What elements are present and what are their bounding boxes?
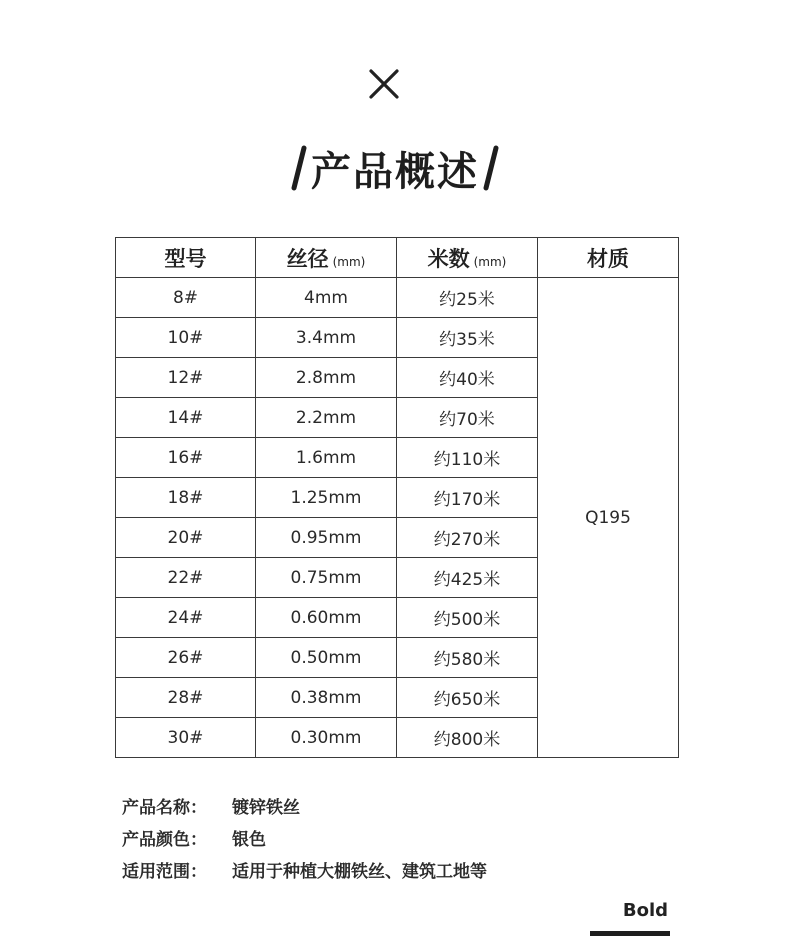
cell-model: 22# bbox=[116, 558, 256, 598]
cell-length: 约110米 bbox=[397, 438, 538, 478]
cell-length: 约170米 bbox=[397, 478, 538, 518]
cell-length: 约800米 bbox=[397, 718, 538, 758]
cell-model: 26# bbox=[116, 638, 256, 678]
cell-diameter: 1.25mm bbox=[256, 478, 397, 518]
info-row bbox=[122, 824, 487, 856]
info-value: 镀锌铁丝 bbox=[232, 798, 300, 818]
cell-diameter: 0.50mm bbox=[256, 638, 397, 678]
cell-length: 约425米 bbox=[397, 558, 538, 598]
product-info bbox=[122, 792, 487, 888]
cell-diameter: 2.2mm bbox=[256, 398, 397, 438]
cell-diameter: 0.75mm bbox=[256, 558, 397, 598]
table-header-row bbox=[116, 238, 679, 278]
cell-model: 18# bbox=[116, 478, 256, 518]
header-diameter-unit: (mm) bbox=[332, 254, 366, 269]
bold-tag-label: Bold bbox=[622, 900, 668, 921]
info-value: 银色 bbox=[232, 830, 266, 850]
cell-length: 约270米 bbox=[397, 518, 538, 558]
cell-model: 12# bbox=[116, 358, 256, 398]
cell-model: 8# bbox=[116, 278, 256, 318]
table-row bbox=[116, 278, 679, 318]
cell-diameter: 2.8mm bbox=[256, 358, 397, 398]
cell-model: 24# bbox=[116, 598, 256, 638]
cell-diameter: 1.6mm bbox=[256, 438, 397, 478]
slash-left-decoration bbox=[291, 145, 307, 191]
page-title: 产品概述 bbox=[311, 148, 479, 195]
slash-right-decoration bbox=[483, 145, 499, 191]
cell-model: 16# bbox=[116, 438, 256, 478]
cell-diameter: 0.30mm bbox=[256, 718, 397, 758]
cell-diameter: 3.4mm bbox=[256, 318, 397, 358]
header-length-unit: (mm) bbox=[473, 254, 507, 269]
header-model: 型号 bbox=[116, 238, 256, 278]
cell-length: 约35米 bbox=[397, 318, 538, 358]
header-diameter: 丝径 (mm) bbox=[256, 238, 397, 278]
info-label: 产品颜色： bbox=[122, 830, 207, 850]
header-length: 米数 (mm) bbox=[397, 238, 538, 278]
cell-diameter: 0.95mm bbox=[256, 518, 397, 558]
cell-length: 约500米 bbox=[397, 598, 538, 638]
cell-model: 30# bbox=[116, 718, 256, 758]
info-row bbox=[122, 792, 487, 824]
bold-tag-underline bbox=[590, 931, 670, 936]
cell-length: 约650米 bbox=[397, 678, 538, 718]
info-label: 产品名称： bbox=[122, 798, 207, 818]
cell-length: 约70米 bbox=[397, 398, 538, 438]
cell-diameter: 4mm bbox=[256, 278, 397, 318]
cell-model: 28# bbox=[116, 678, 256, 718]
spec-table bbox=[115, 237, 679, 758]
info-row bbox=[122, 856, 487, 888]
cell-model: 10# bbox=[116, 318, 256, 358]
bold-tag bbox=[590, 900, 670, 938]
title-block bbox=[0, 140, 790, 196]
info-value: 适用于种植大棚铁丝、建筑工地等 bbox=[232, 862, 487, 882]
cell-material: Q195 bbox=[538, 278, 679, 758]
cell-length: 约25米 bbox=[397, 278, 538, 318]
info-label: 适用范围： bbox=[122, 862, 207, 882]
cell-diameter: 0.60mm bbox=[256, 598, 397, 638]
cell-length: 约40米 bbox=[397, 358, 538, 398]
cell-length: 约580米 bbox=[397, 638, 538, 678]
cell-model: 14# bbox=[116, 398, 256, 438]
cell-model: 20# bbox=[116, 518, 256, 558]
close-x-icon bbox=[368, 68, 400, 100]
header-material: 材质 bbox=[538, 238, 679, 278]
cell-diameter: 0.38mm bbox=[256, 678, 397, 718]
